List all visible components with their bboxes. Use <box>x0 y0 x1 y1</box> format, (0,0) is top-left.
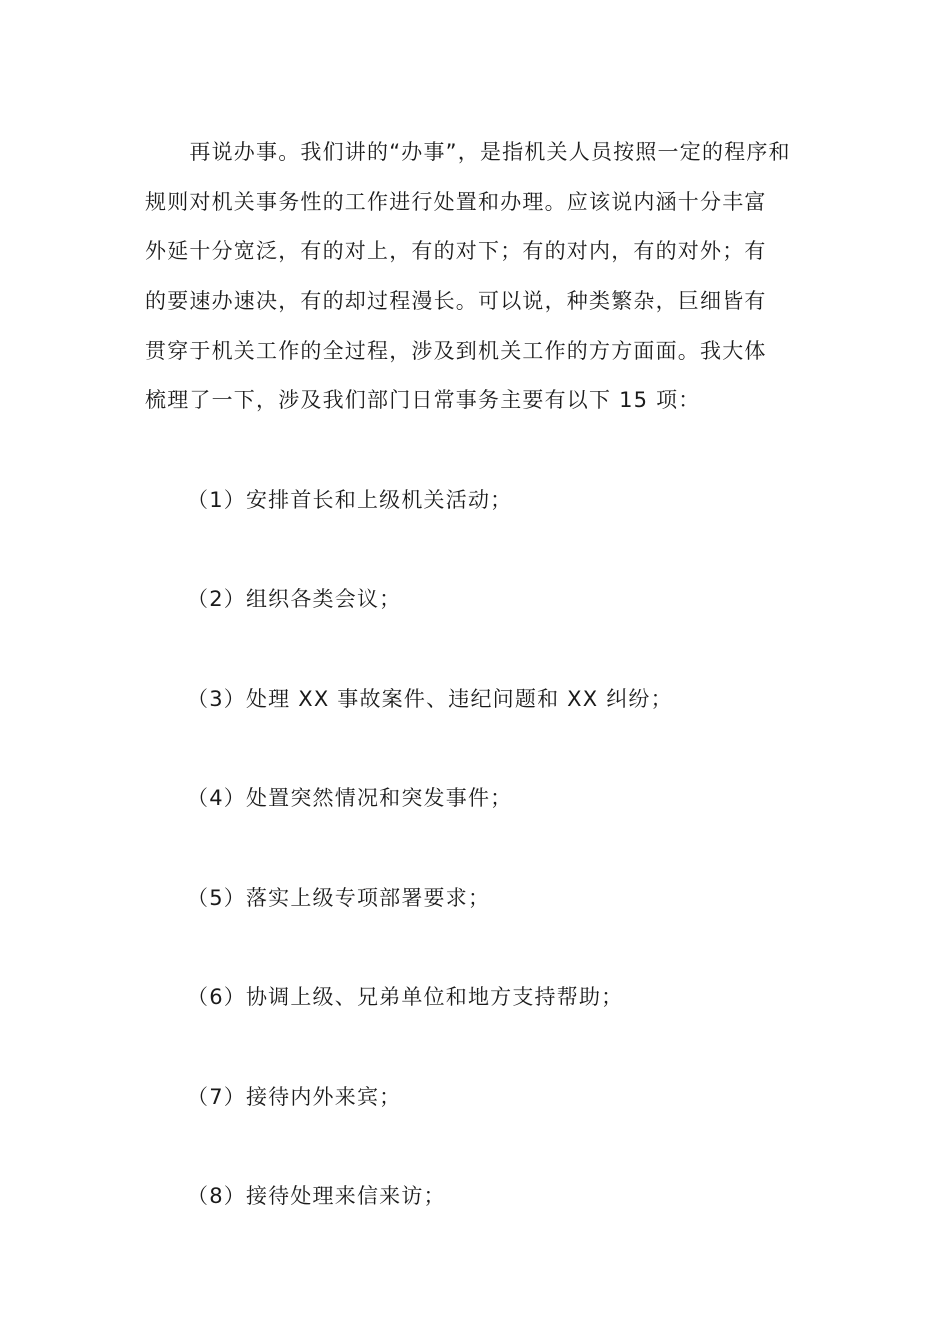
paragraph-line-2: 规则对机关事务性的工作进行处置和办理。应该说内涵十分丰富 <box>145 190 767 214</box>
paragraph-line-6: 梳理了一下，涉及我们部门日常事务主要有以下 15 项： <box>145 388 701 412</box>
paragraph-line-3: 外延十分宽泛，有的对上，有的对下；有的对内，有的对外；有 <box>145 239 767 263</box>
list-item-7: （7）接待内外来宾； <box>187 1085 402 1109</box>
paragraph-line-4: 的要速办速决，有的却过程漫长。可以说，种类繁杂，巨细皆有 <box>145 289 767 313</box>
list-item-1: （1）安排首长和上级机关活动； <box>187 488 513 512</box>
list-item-2: （2）组织各类会议； <box>187 587 402 611</box>
list-item-3: （3）处理 XX 事故案件、违纪问题和 XX 纠纷； <box>187 687 673 711</box>
list-item-8: （8）接待处理来信来访； <box>187 1184 446 1208</box>
list-item-6: （6）协调上级、兄弟单位和地方支持帮助； <box>187 985 624 1009</box>
list-item-5: （5）落实上级专项部署要求； <box>187 886 491 910</box>
list-item-4: （4）处置突然情况和突发事件； <box>187 786 513 810</box>
paragraph-line-1: 再说办事。我们讲的“办事”，是指机关人员按照一定的程序和 <box>145 140 791 164</box>
paragraph-line-5: 贯穿于机关工作的全过程，涉及到机关工作的方方面面。我大体 <box>145 339 767 363</box>
